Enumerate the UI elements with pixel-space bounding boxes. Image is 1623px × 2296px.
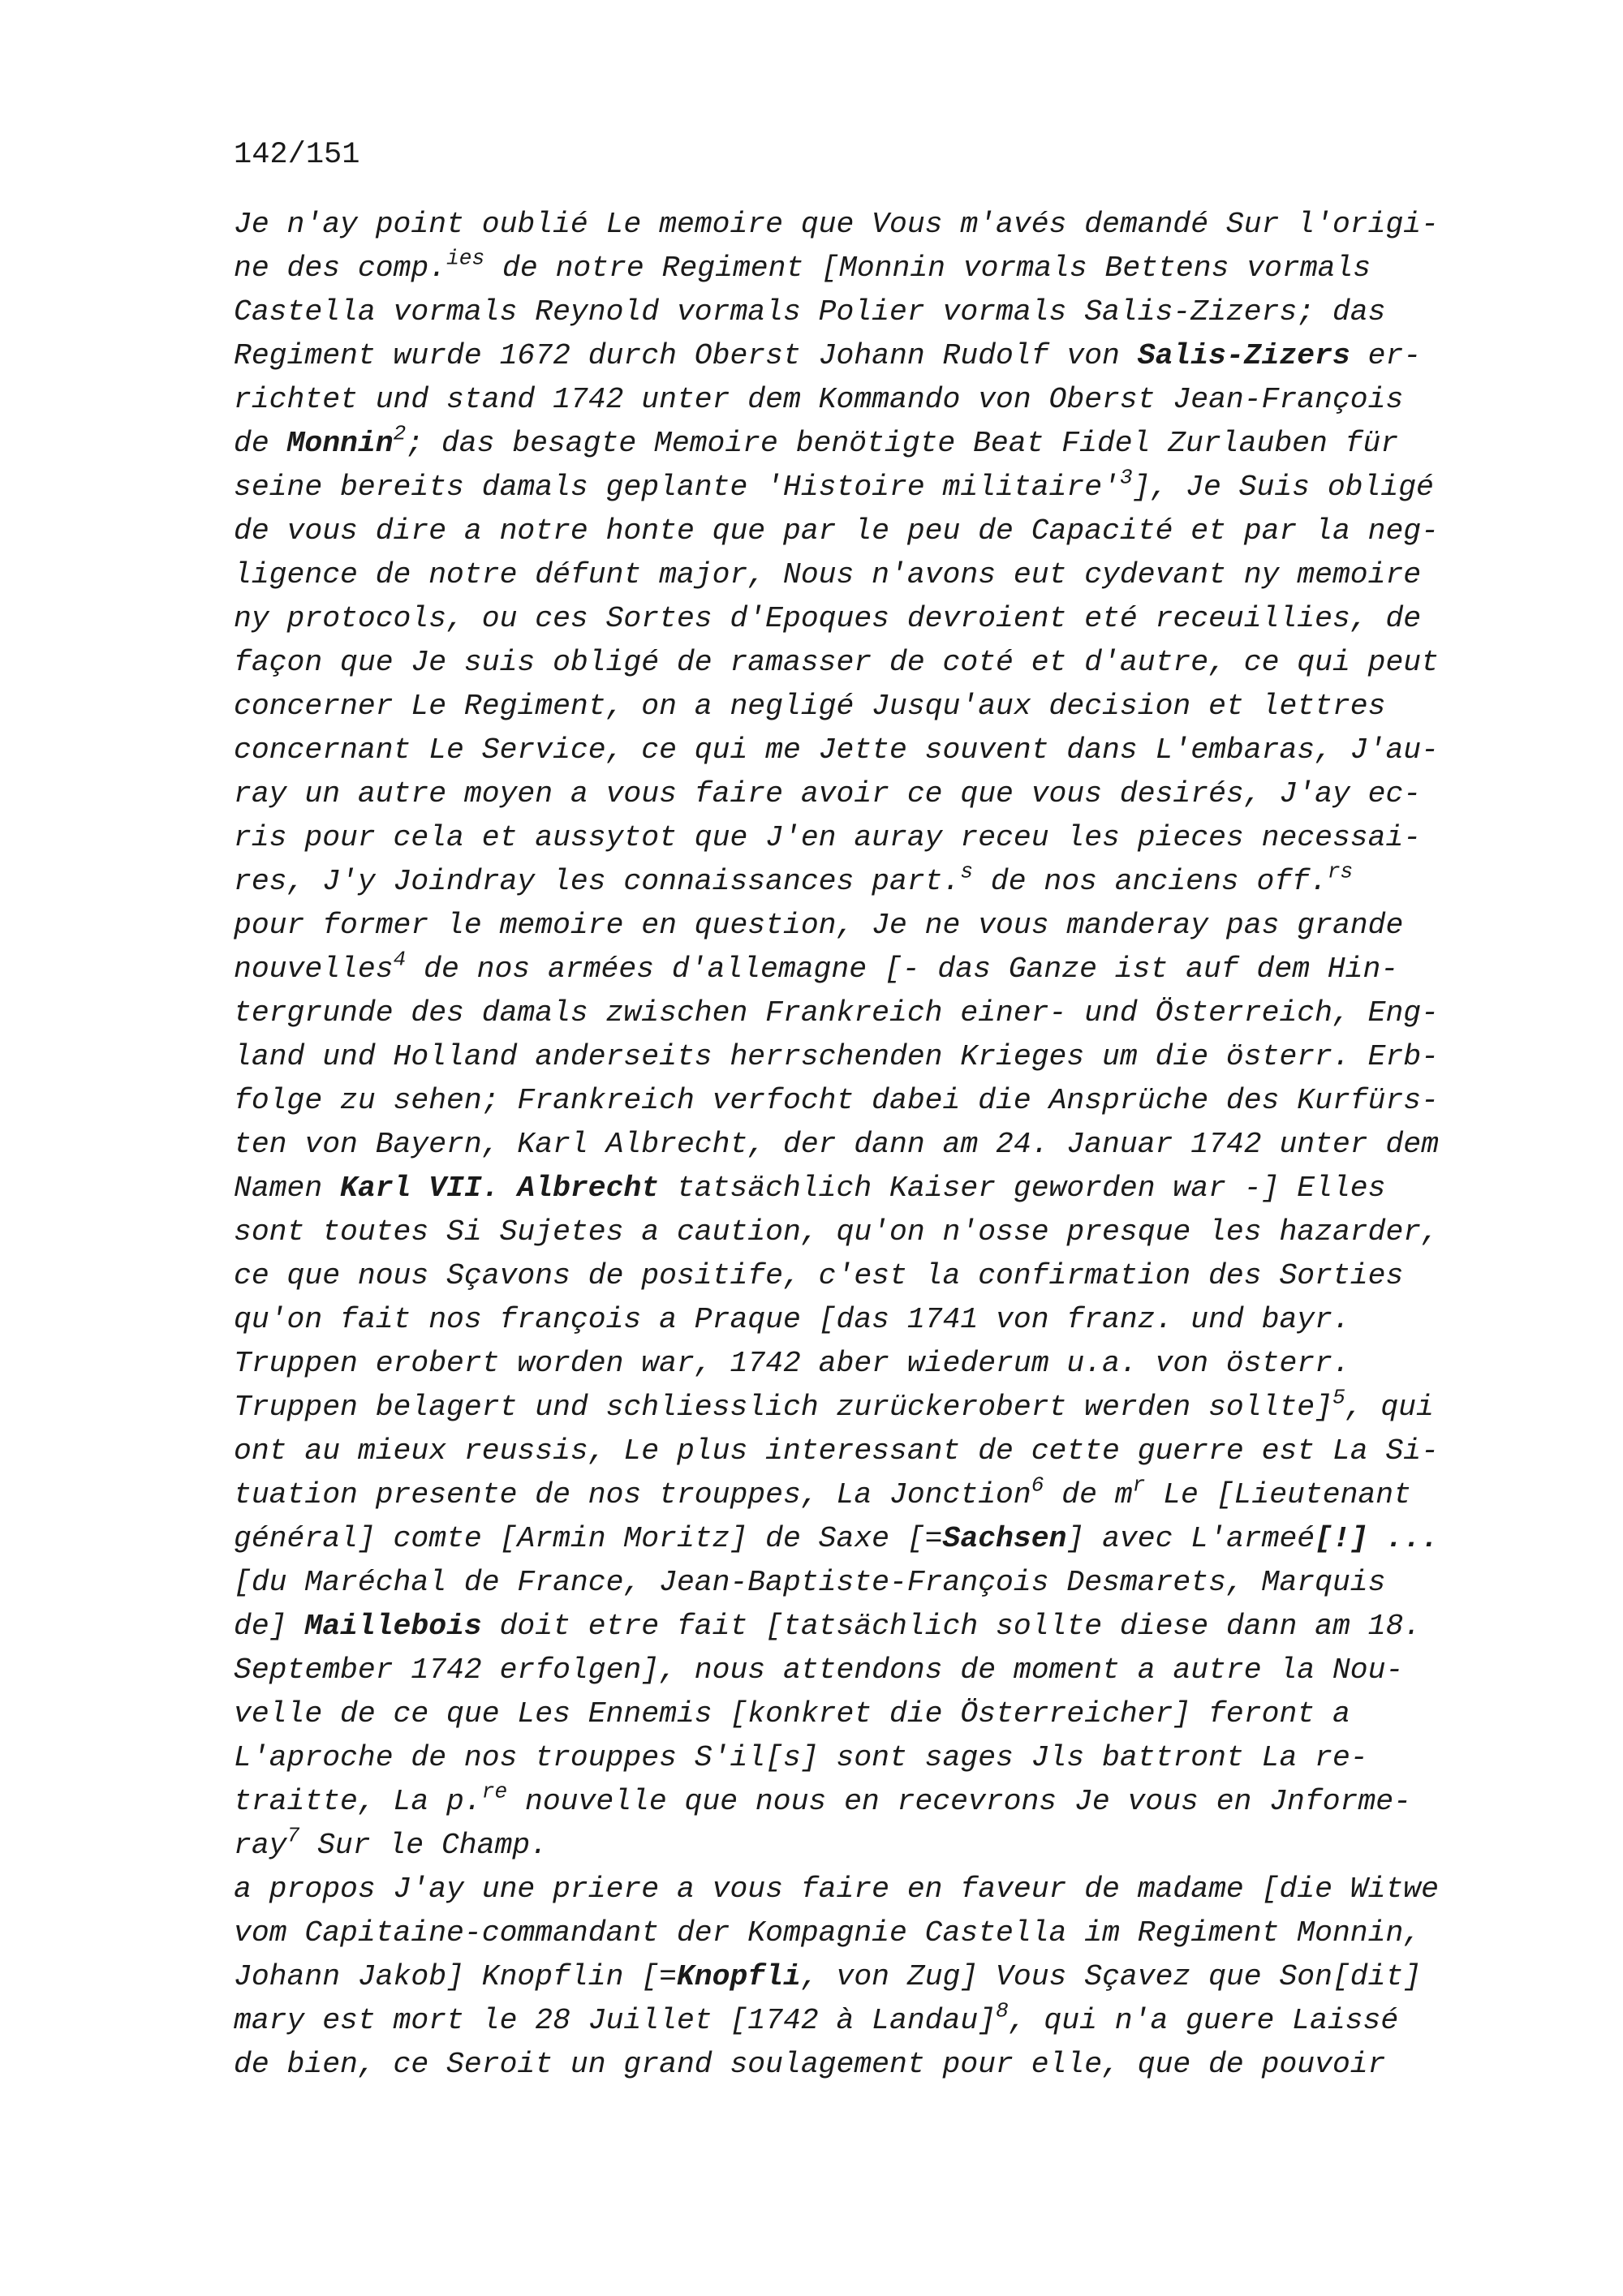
text-run: ce que nous Sçavons de positife, c'est la confirmation des Sorties	[234, 1259, 1404, 1292]
text-line	[234, 641, 1483, 685]
text-run: , qui	[1345, 1391, 1434, 1424]
text-run: ], Je Suis obligé	[1132, 471, 1434, 504]
text-run: res, J'y Joindray les connaissances part.	[234, 865, 961, 898]
text-line	[234, 685, 1483, 729]
text-run: Truppen erobert worden war, 1742 aber wiederum u.a. von österr.	[234, 1347, 1350, 1380]
text-line	[234, 1298, 1483, 1342]
text-run: Castella vormals Reynold vormals Polier vormals Salis-Zizers; das	[234, 295, 1386, 329]
text-line	[234, 1035, 1483, 1079]
text-run: ray un autre moyen a vous faire avoir ce que vous desirés, J'ay ec-	[234, 777, 1422, 810]
text-run: concerner Le Regiment, on a negligé Jusqu'aux decision et lettres	[234, 690, 1386, 723]
footnote-superscript: 4	[393, 947, 407, 972]
text-line	[234, 290, 1483, 334]
text-run: Namen	[234, 1172, 341, 1205]
text-line	[234, 334, 1483, 378]
footnote-superscript: s	[960, 859, 974, 884]
text-line	[234, 991, 1483, 1035]
text-run: de	[234, 427, 287, 460]
text-line	[234, 1868, 1483, 1911]
text-line	[234, 378, 1483, 422]
text-run: ray	[234, 1829, 287, 1862]
text-run: de]	[234, 1610, 305, 1643]
text-run: qu'on fait nos françois a Praque [das 1741 von franz. und bayr.	[234, 1303, 1350, 1336]
text-line	[234, 1079, 1483, 1123]
text-line	[234, 466, 1483, 510]
text-line	[234, 1999, 1483, 2043]
text-line	[234, 1780, 1483, 1824]
text-run: pour former le memoire en question, Je ne vous manderay pas grande	[234, 909, 1404, 942]
text-line	[234, 1386, 1483, 1430]
text-line	[234, 904, 1483, 948]
text-run: doit etre fait [tatsächlich sollte diese dann am 18.	[481, 1610, 1422, 1643]
bold-name: Salis-Zizers	[1137, 339, 1350, 372]
text-run: tergrunde des damals zwischen Frankreich einer- und Österreich, Eng-	[234, 996, 1439, 1030]
text-line	[234, 1649, 1483, 1692]
footnote-superscript: rs	[1327, 859, 1354, 884]
text-run: [du Maréchal de France, Jean-Baptiste-François Desmarets, Marquis	[234, 1566, 1386, 1599]
text-run: tuation presente de nos trouppes, La Jonction	[234, 1478, 1031, 1511]
text-run: ny protocols, ou ces Sortes d'Epoques devroient eté receuillies, de	[234, 602, 1422, 635]
text-run: ] avec L'armeé	[1066, 1522, 1315, 1555]
text-run: tatsächlich Kaiser geworden war -] Elles	[659, 1172, 1386, 1205]
text-run: général] comte [Armin Moritz] de Saxe [=	[234, 1522, 943, 1555]
footnote-superscript: 5	[1332, 1385, 1345, 1410]
text-run: er-	[1350, 339, 1422, 372]
footnote-superscript: r	[1132, 1473, 1146, 1498]
footnote-superscript: 7	[286, 1823, 300, 1848]
text-run: Truppen belagert und schliesslich zurückerobert werden sollte]	[234, 1391, 1332, 1424]
text-line	[234, 1736, 1483, 1780]
text-run: ; das besagte Memoire benötigte Beat Fidel Zurlauben für	[406, 427, 1399, 460]
text-run: mary est mort le 28 Juillet [1742 à Landau]	[234, 2004, 997, 2037]
text-run: traitte, La p.	[234, 1785, 482, 1818]
text-line	[234, 203, 1483, 247]
text-run: de notre Regiment [Monnin vormals Bettens vormals	[484, 252, 1371, 285]
text-run: September 1742 erfolgen], nous attendons de moment a autre la Nou-	[234, 1653, 1404, 1687]
text-line	[234, 1123, 1483, 1167]
text-run: sont toutes Si Sujetes a caution, qu'on n'osse presque les hazarder,	[234, 1215, 1439, 1249]
text-run: velle de ce que Les Ennemis [konkret die Österreicher] feront a	[234, 1697, 1350, 1731]
text-line	[234, 1605, 1483, 1649]
text-run: richtet und stand 1742 unter dem Kommando von Oberst Jean-François	[234, 383, 1404, 416]
text-run: de bien, ce Seroit un grand soulagement pour elle, que de pouvoir	[234, 2048, 1386, 2081]
text-run: ligence de notre défunt major, Nous n'avons eut cydevant ny memoire	[234, 558, 1422, 591]
text-line	[234, 1692, 1483, 1736]
text-line	[234, 948, 1483, 991]
text-run: Le [Lieutenant	[1145, 1478, 1411, 1511]
text-run: , von Zug] Vous Sçavez que Son[dit]	[800, 1960, 1422, 1993]
text-run: ris pour cela et aussytot que J'en auray receu les pieces necessai-	[234, 821, 1422, 854]
text-run: vom Capitaine-commandant der Kompagnie Castella im Regiment Monnin,	[234, 1916, 1422, 1950]
text-line	[234, 1473, 1483, 1517]
text-line	[234, 247, 1483, 290]
text-line	[234, 729, 1483, 772]
text-run: Johann Jakob] Knopflin [=	[234, 1960, 677, 1993]
text-line	[234, 1430, 1483, 1473]
text-run: de nos anciens off.	[973, 865, 1328, 898]
text-line	[234, 510, 1483, 553]
text-line	[234, 816, 1483, 860]
text-line	[234, 1911, 1483, 1955]
text-line	[234, 553, 1483, 597]
text-line	[234, 422, 1483, 466]
text-run: de vous dire a notre honte que par le peu de Capacité et par la neg-	[234, 514, 1439, 548]
bold-name: Maillebois	[304, 1610, 482, 1643]
text-run: , qui n'a guere Laissé	[1008, 2004, 1399, 2037]
text-run: Regiment wurde 1672 durch Oberst Johann Rudolf von	[234, 339, 1138, 372]
footnote-superscript: ies	[446, 246, 485, 271]
text-run: nouvelle que nous en recevrons Je vous en Jnforme-	[507, 1785, 1411, 1818]
text-line	[234, 597, 1483, 641]
text-run: ne des comp.	[234, 252, 447, 285]
text-line	[234, 1342, 1483, 1386]
footnote-superscript: re	[481, 1779, 508, 1804]
page-number: 142/151	[234, 138, 360, 172]
footnote-superscript: 2	[393, 421, 407, 446]
footnote-superscript: 3	[1119, 465, 1133, 490]
bold-name: Knopfli	[676, 1960, 801, 1993]
text-run: ten von Bayern, Karl Albrecht, der dann am 24. Januar 1742 unter dem	[234, 1128, 1439, 1161]
text-line	[234, 1254, 1483, 1298]
footnote-superscript: 6	[1031, 1473, 1044, 1498]
text-run: de m	[1044, 1478, 1133, 1511]
text-line	[234, 1517, 1483, 1561]
text-line	[234, 2043, 1483, 2087]
text-line	[234, 772, 1483, 816]
letter-body-text	[234, 203, 1483, 2087]
text-run: façon que Je suis obligé de ramasser de coté et d'autre, ce qui peut	[234, 646, 1439, 679]
bold-name: Sachsen	[942, 1522, 1067, 1555]
bold-name: Karl VII. Albrecht	[340, 1172, 660, 1205]
bold-name: [!] ...	[1315, 1522, 1440, 1555]
text-run: seine bereits damals geplante 'Histoire militaire'	[234, 471, 1120, 504]
text-run: folge zu sehen; Frankreich verfocht dabei die Ansprüche des Kurfürs-	[234, 1084, 1439, 1117]
text-run: concernant Le Service, ce qui me Jette souvent dans L'embaras, J'au-	[234, 733, 1439, 767]
text-run: Sur le Champ.	[299, 1829, 548, 1862]
text-line	[234, 1955, 1483, 1999]
text-run: a propos J'ay une priere a vous faire en faveur de madame [die Witwe	[234, 1872, 1439, 1906]
text-run: L'aproche de nos trouppes S'il[s] sont sages Jls battront La re-	[234, 1741, 1368, 1774]
text-line	[234, 1824, 1483, 1868]
text-run: Je n'ay point oublié Le memoire que Vous m'avés demandé Sur l'origi-	[234, 208, 1439, 241]
text-line	[234, 1167, 1483, 1210]
text-run: nouvelles	[234, 952, 394, 986]
bold-name: Monnin	[286, 427, 394, 460]
footnote-superscript: 8	[996, 1998, 1009, 2023]
text-line	[234, 860, 1483, 904]
text-run: ont au mieux reussis, Le plus interessant de cette guerre est La Si-	[234, 1434, 1439, 1468]
text-run: land und Holland anderseits herrschenden Krieges um die österr. Erb-	[234, 1040, 1439, 1073]
text-run: de nos armées d'allemagne [- das Ganze ist auf dem Hin-	[406, 952, 1399, 986]
text-line	[234, 1210, 1483, 1254]
text-line	[234, 1561, 1483, 1605]
